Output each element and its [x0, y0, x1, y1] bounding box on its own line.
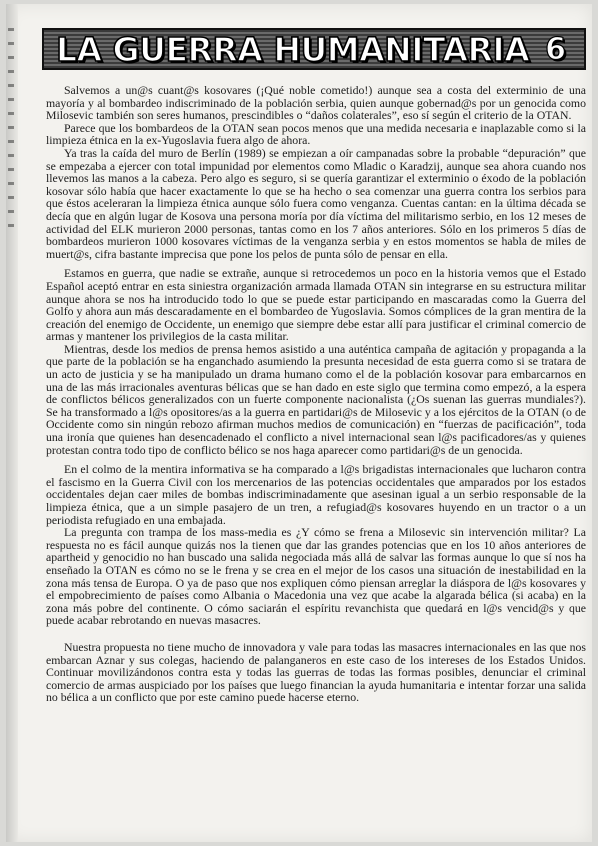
article-body: [46, 84, 586, 704]
page-number: 6: [545, 32, 566, 67]
masthead-banner: [42, 28, 586, 70]
binding-marks: [8, 28, 14, 228]
paragraph: En el colmo de la mentira informativa se ha comparado a l@s brigadistas internacionales que lucharon contra el fascismo en la Guerra Civil con los mercenarios de las potencias occidentales que amparados por los estados occidentales dejan caer miles de bombas indiscriminadamente que asesinan igual a un serbio responsable de la limpieza étnica, que a un simple pasajero de un tren, a refugiad@s kosovares huyendo en un tractor o a un periodista refugiado en una embajada.: [46, 462, 586, 527]
paragraph: Nuestra propuesta no tiene mucho de innovadora y vale para todas las masacres internacionales en las que nos embarcan Aznar y sus colegas, haciendo de palanganeros en este caso de los intereses de los Estados Unidos. Continuar movilizándonos contra esta y todas las guerras de todas las formas posibles, denunciar el criminal comercio de armas auspiciado por los países que luego financian la ayuda humanitaria e intentar forzar una salida no bélica a un conflicto que por este camino puede hacerse eterno.: [46, 639, 586, 705]
page-title: LA GUERRA HUMANITARIA: [56, 30, 530, 69]
paragraph: Estamos en guerra, que nadie se extrañe, aunque si retrocedemos un poco en la historia vemos que el Estado Español aceptó entrar en esta siniestra organización armada llamada OTAN sin integrarse en su estructura militar aunque ahora se nos ha introducido todo lo que se puede estar participando en mascaradas como la Guerra del Golfo y ahora aun más descaradamente en el bombardeo de Yugoslavia. Somos cómplices de la gran mentira de la creación del enemigo de Occidente, un enemigo que siempre debe estar allí para justificar el criminal comercio de armas y mantener los privilegios de la casta militar.: [46, 266, 586, 344]
paragraph: La pregunta con trampa de los mass-media es ¿Y cómo se frena a Milosevic sin intervención militar? La respuesta no es fácil aunque quizás nos la tienen que dar las grandes potencias que en los 10 años anteriores de apartheid y genocidio no han buscado una salida negociada más allá de salvar las formas aunque lo que sí nos ha enseñado la OTAN es cómo no se le frena y se crea en el mejor de los casos una situación de inestabilidad en la zona más tensa de Europa. O ya de paso que nos expliquen cómo piensan arreglar la diáspora de l@s kosovares y el empobrecimiento de países como Albania o Macedonia una vez que acabe la algarada bélica (si acaba) en la zona más pobre del continente. O cómo saciarán el espíritu revanchista que quedará en l@s vencid@s y que puede acabar rebrotando en nuevas masacres.: [46, 525, 586, 628]
paragraph: Parece que los bombardeos de la OTAN sean pocos menos que una medida necesaria e inaplazable como si la limpieza étnica en la ex-Yugoslavia fuera algo de ahora.: [46, 120, 586, 148]
paragraph: Salvemos a un@s cuant@s kosovares (¡Qué noble cometido!) aunque sea a costa del exterminio de una mayoría y al bombardeo indiscriminado de la población serbia, quien aunque gobernad@s por un genocida como Milosevic también son seres humanos, prescindibles o “daños colaterales”, eso sí según el criterio de la OTAN.: [46, 83, 586, 123]
paragraph: Ya tras la caída del muro de Berlín (1989) se empiezan a oír campanadas sobre la probable “depuración” que se empezaba a ejercer con total impunidad por elementos como Mladic o Karadzij, aunque sea ahora cuando nos llevemos las manos a la cabeza. Pero algo es seguro, si se quería garantizar el exterminio o éxodo de la población kosovar sólo había que hacer exactamente lo que se ha hecho o sea comenzar una guerra contra los serbios para que éstos aceleraran la limpieza étnica aunque sólo fuera como venganza. Cuentas cantan: en la última década se decía que en algún lugar de Kosova una persona moría por día víctima del militarismo serbio, en los 12 meses de actividad del ELK murieron 2000 personas, tantas como en los 7 años anteriores. Sólo en los primeros 5 días de bombardeos murieron 1000 kosovares víctimas de la venganza serbia y en estos momentos se habla de miles de muert@s, cifra bastante imprecisa que pone los pelos de punta sólo de pensar en ella.: [46, 145, 586, 261]
page-edge: [6, 4, 18, 842]
document-page: [6, 4, 592, 842]
paragraph: Mientras, desde los medios de prensa hemos asistido a una auténtica campaña de agitación y propaganda a la que parte de la población se ha enganchado asumiendo la presunta necesidad de esta guerra como si se tratara de un acto de justicia y se ha manipulado un drama humano como el de la población kosovar para embarcarnos en una de las más irracionales aventuras bélicas que se han dado en este siglo que termina como empezó, a la espera de conflictos bélicos generalizados con un fuerte componente nacionalista (¿Os suenan las guerras mundiales?). Se ha transformado a l@s opositores/as a la guerra en partidari@s de Milosevic y a los ejércitos de la OTAN (o de Occidente como sin ningún rebozo afirman muchos medios de comunicación) en “fuerzas de pacificación”, toda una ironía que quienes han desencadenado el conflicto a nivel internacional sean l@s pacificadores/as y quienes protestan contra todo tipo de conflicto bélico se nos haga aparecer como partidari@s de un genocida.: [46, 341, 586, 457]
